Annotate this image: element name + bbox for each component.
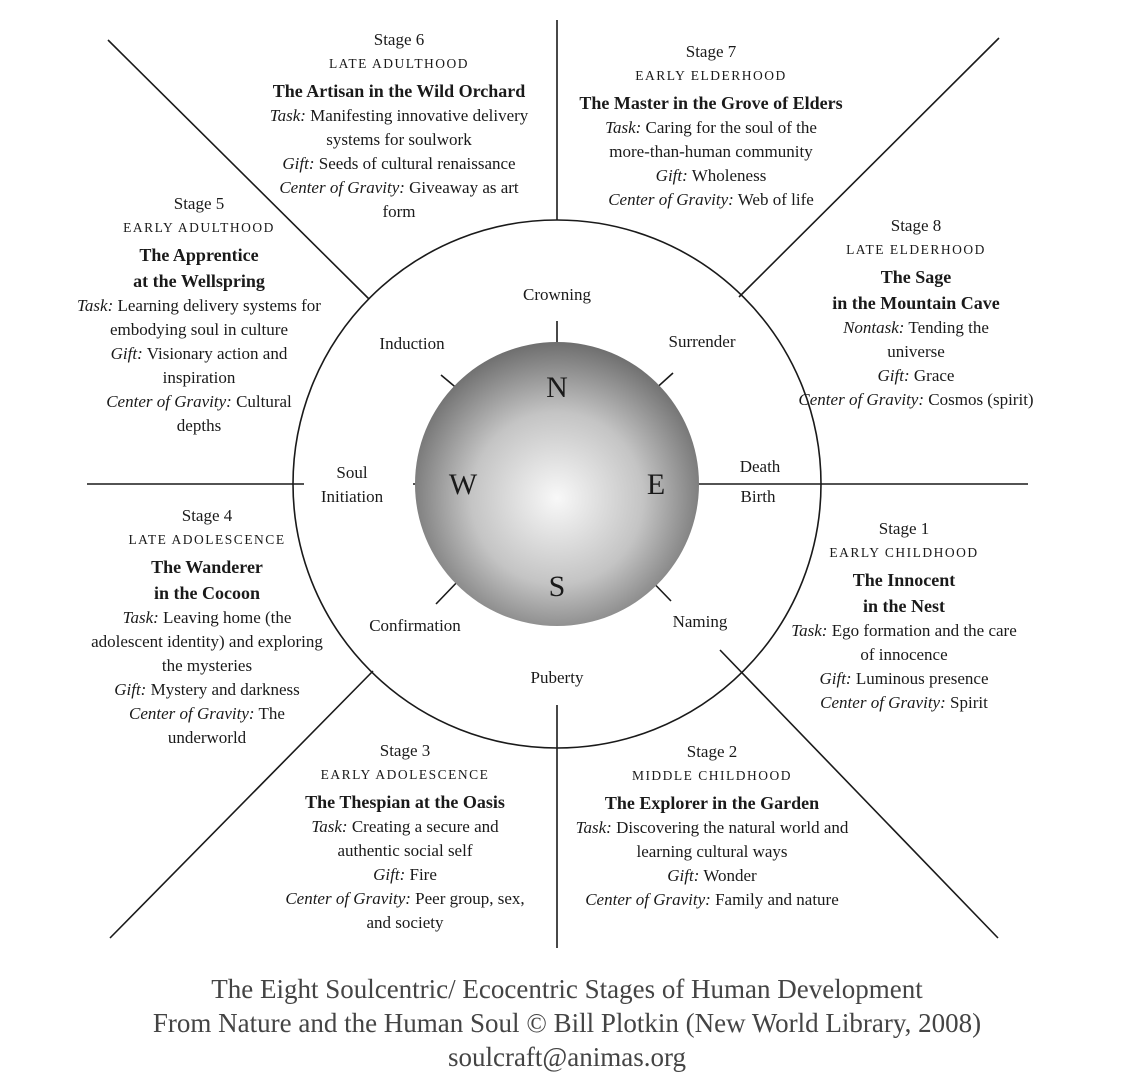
task-text: Caring for the soul of the more-than-human community <box>609 118 817 161</box>
stage-2-block <box>562 740 862 912</box>
stage-number: Stage 4 <box>181 506 233 525</box>
center-of-gravity-text: Cultural depths <box>176 392 292 435</box>
gift-text: Wonder <box>703 866 757 885</box>
caption-email: soulcraft@animas.org <box>447 1042 687 1072</box>
center-of-gravity-key: Center of Gravity: <box>279 178 405 197</box>
task-key: Task: <box>269 106 306 125</box>
stage-title: The Explorer in the Garden <box>604 793 820 813</box>
task-text: Creating a secure and authentic social self <box>337 817 499 860</box>
label-surrender: Surrender <box>668 332 736 351</box>
gift-text: Mystery and darkness <box>150 680 300 699</box>
stage-8-block <box>766 214 1066 412</box>
stage-number: Stage 2 <box>686 742 738 761</box>
task-key: Task: <box>605 118 642 137</box>
stage-number: Stage 3 <box>379 741 431 760</box>
label-induction: Induction <box>379 334 445 353</box>
stage-number: Stage 1 <box>878 519 930 538</box>
stage-life-phase: LATE ELDERHOOD <box>846 242 986 257</box>
gift-text: Luminous presence <box>855 669 989 688</box>
center-of-gravity-key: Center of Gravity: <box>106 392 232 411</box>
task-key: Task: <box>791 621 828 640</box>
gift-key: Gift: <box>282 154 315 173</box>
caption-title: The Eight Soulcentric/ Ecocentric Stages of Human Development <box>211 974 923 1004</box>
task-key: Task: <box>122 608 159 627</box>
compass-e: E <box>646 468 666 501</box>
stage-title: The Sage <box>880 267 952 287</box>
compass-w: W <box>448 468 478 501</box>
task-key: Task: <box>575 818 612 837</box>
task-key: Task: <box>77 296 114 315</box>
center-of-gravity-key: Center of Gravity: <box>285 889 411 908</box>
gift-key: Gift: <box>819 669 852 688</box>
center-of-gravity-key: Center of Gravity: <box>585 890 711 909</box>
stage-number: Stage 6 <box>373 30 425 49</box>
label-crowning: Crowning <box>523 285 591 304</box>
gift-key: Gift: <box>667 866 700 885</box>
compass-n: N <box>546 371 568 404</box>
task-text: Leaving home (the adolescent identity) and exploring the mysteries <box>91 608 323 675</box>
stage-4-block <box>57 504 357 750</box>
center-of-gravity-key: Center of Gravity: <box>798 390 925 409</box>
stage-life-phase: EARLY ELDERHOOD <box>635 68 787 83</box>
caption-source: From Nature and the Human Soul © Bill Plotkin (New World Library, 2008) <box>152 1008 982 1038</box>
center-of-gravity-key: Center of Gravity: <box>129 704 255 723</box>
stage-title: The Artisan in the Wild Orchard <box>272 81 526 101</box>
gift-text: Grace <box>913 366 955 385</box>
gift-key: Gift: <box>655 166 688 185</box>
task-text: Learning delivery systems for embodying soul in culture <box>109 296 321 339</box>
stage-life-phase: EARLY ADOLESCENCE <box>320 767 490 782</box>
compass-s: S <box>548 570 566 603</box>
gift-text: Seeds of cultural renaissance <box>318 154 516 173</box>
center-of-gravity-key: Center of Gravity: <box>608 190 734 209</box>
gift-key: Gift: <box>110 344 143 363</box>
label-confirmation: Confirmation <box>369 616 461 635</box>
center-of-gravity-text: The underworld <box>167 704 285 747</box>
stage-3-block <box>255 739 555 935</box>
stage-title: The Apprentice <box>139 245 259 265</box>
label-birth: Birth <box>740 487 776 506</box>
center-of-gravity-text: Family and nature <box>715 890 839 909</box>
gift-text: Visionary action and inspiration <box>146 344 288 387</box>
label-soul: Soul <box>336 463 368 482</box>
task-text: Discovering the natural world and learning cultural ways <box>616 818 849 861</box>
gift-text: Fire <box>409 865 437 884</box>
stage-title-line2: in the Mountain Cave <box>832 293 1000 313</box>
stage-life-phase: EARLY ADULTHOOD <box>123 220 275 235</box>
stage-title-line2: in the Nest <box>863 596 945 616</box>
gift-text: Wholeness <box>691 166 767 185</box>
gift-key: Gift: <box>114 680 147 699</box>
label-puberty: Puberty <box>530 668 584 687</box>
gift-key: Gift: <box>877 366 910 385</box>
stage-number: Stage 7 <box>685 42 737 61</box>
stage-life-phase: LATE ADULTHOOD <box>328 56 470 71</box>
center-of-gravity-key: Center of Gravity: <box>820 693 946 712</box>
task-text: Ego formation and the care of innocence <box>831 621 1017 664</box>
stage-5-block <box>49 192 349 438</box>
stage-1-block <box>754 517 1054 715</box>
stage-life-phase: MIDDLE CHILDHOOD <box>631 768 793 783</box>
label-naming: Naming <box>672 612 728 631</box>
center-of-gravity-text: Giveaway as art form <box>382 178 519 221</box>
stage-number: Stage 5 <box>173 194 225 213</box>
label-initiation: Initiation <box>320 487 384 506</box>
task-key: Task: <box>311 817 348 836</box>
task-key: Nontask: <box>843 318 905 337</box>
stage-life-phase: EARLY CHILDHOOD <box>829 545 979 560</box>
gift-key: Gift: <box>373 865 406 884</box>
caption <box>0 972 1134 1074</box>
stage-life-phase: LATE ADOLESCENCE <box>128 532 286 547</box>
center-of-gravity-text: Web of life <box>737 190 814 209</box>
stage-7-block <box>561 40 861 212</box>
center-of-gravity-text: Peer group, sex, and society <box>366 889 525 932</box>
stage-title: The Master in the Grove of Elders <box>579 93 843 113</box>
task-text: Tending the universe <box>887 318 989 361</box>
center-of-gravity-text: Cosmos (spirit) <box>928 390 1034 409</box>
stage-title: The Thespian at the Oasis <box>305 792 505 812</box>
task-text: Manifesting innovative delivery systems for soulwork <box>310 106 529 149</box>
stage-title-line2: at the Wellspring <box>133 271 265 291</box>
stage-number: Stage 8 <box>890 216 942 235</box>
center-of-gravity-text: Spirit <box>950 693 988 712</box>
stage-title: The Innocent <box>852 570 956 590</box>
stage-title-line2: in the Cocoon <box>153 583 260 603</box>
stage-title: The Wanderer <box>151 557 263 577</box>
label-death: Death <box>739 457 781 476</box>
